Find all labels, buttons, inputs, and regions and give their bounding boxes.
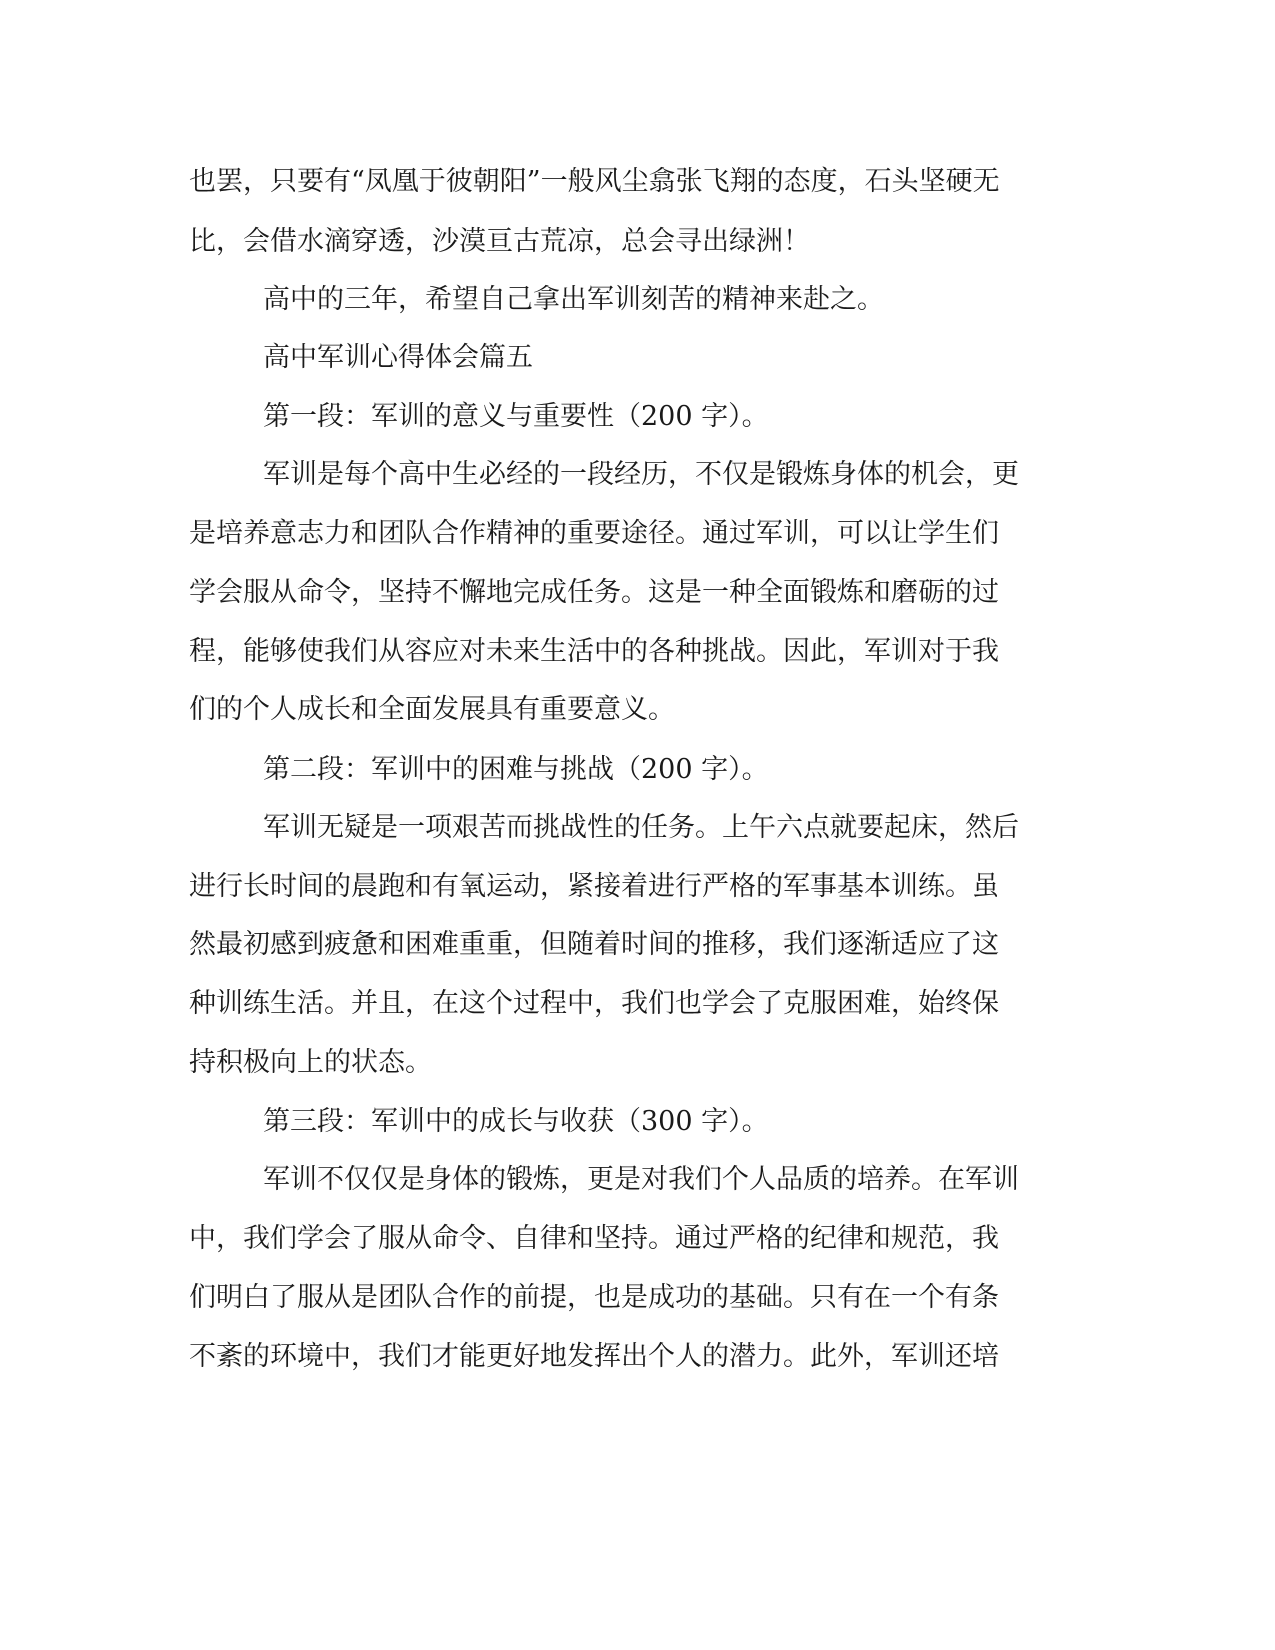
text-line: 进行长时间的晨跑和有氧运动，紧接着进行严格的军事基本训练。虽	[189, 871, 999, 902]
text-line: 也罢，只要有“凤凰于彼朝阳”一般风尘翕张飞翔的态度，石头坚硬无	[189, 166, 1000, 197]
text-line: 不紊的环境中，我们才能更好地发挥出个人的潜力。此外，军训还培	[189, 1341, 999, 1372]
text-line: 军训无疑是一项艰苦而挑战性的任务。上午六点就要起床，然后	[263, 812, 1019, 843]
paragraph-heading: 第三段：军训中的成长与收获（300 字）。	[263, 1106, 769, 1137]
text-line: 学会服从命令，坚持不懈地完成任务。这是一种全面锻炼和磨砺的过	[189, 577, 999, 608]
text-line: 是培养意志力和团队合作精神的重要途径。通过军训，可以让学生们	[189, 518, 999, 549]
paragraph-heading: 第二段：军训中的困难与挑战（200 字）。	[263, 754, 769, 785]
section-title: 高中军训心得体会篇五	[263, 342, 533, 373]
paragraph-heading: 第一段：军训的意义与重要性（200 字）。	[263, 401, 769, 432]
text-line: 程，能够使我们从容应对未来生活中的各种挑战。因此，军训对于我	[189, 636, 999, 667]
text-line: 持积极向上的状态。	[189, 1047, 432, 1078]
text-line: 军训不仅仅是身体的锻炼，更是对我们个人品质的培养。在军训	[263, 1164, 1019, 1195]
text-line: 们的个人成长和全面发展具有重要意义。	[189, 694, 675, 725]
text-line: 高中的三年，希望自己拿出军训刻苦的精神来赴之。	[263, 284, 884, 315]
text-line: 军训是每个高中生必经的一段经历，不仅是锻炼身体的机会，更	[263, 459, 1019, 490]
text-line: 中，我们学会了服从命令、自律和坚持。通过严格的纪律和规范，我	[189, 1223, 999, 1254]
text-line: 比，会借水滴穿透，沙漠亘古荒凉，总会寻出绿洲！	[189, 226, 810, 257]
text-line: 们明白了服从是团队合作的前提，也是成功的基础。只有在一个有条	[189, 1282, 999, 1313]
text-line: 然最初感到疲惫和困难重重，但随着时间的推移，我们逐渐适应了这	[189, 929, 999, 960]
text-line: 种训练生活。并且，在这个过程中，我们也学会了克服困难，始终保	[189, 988, 999, 1019]
